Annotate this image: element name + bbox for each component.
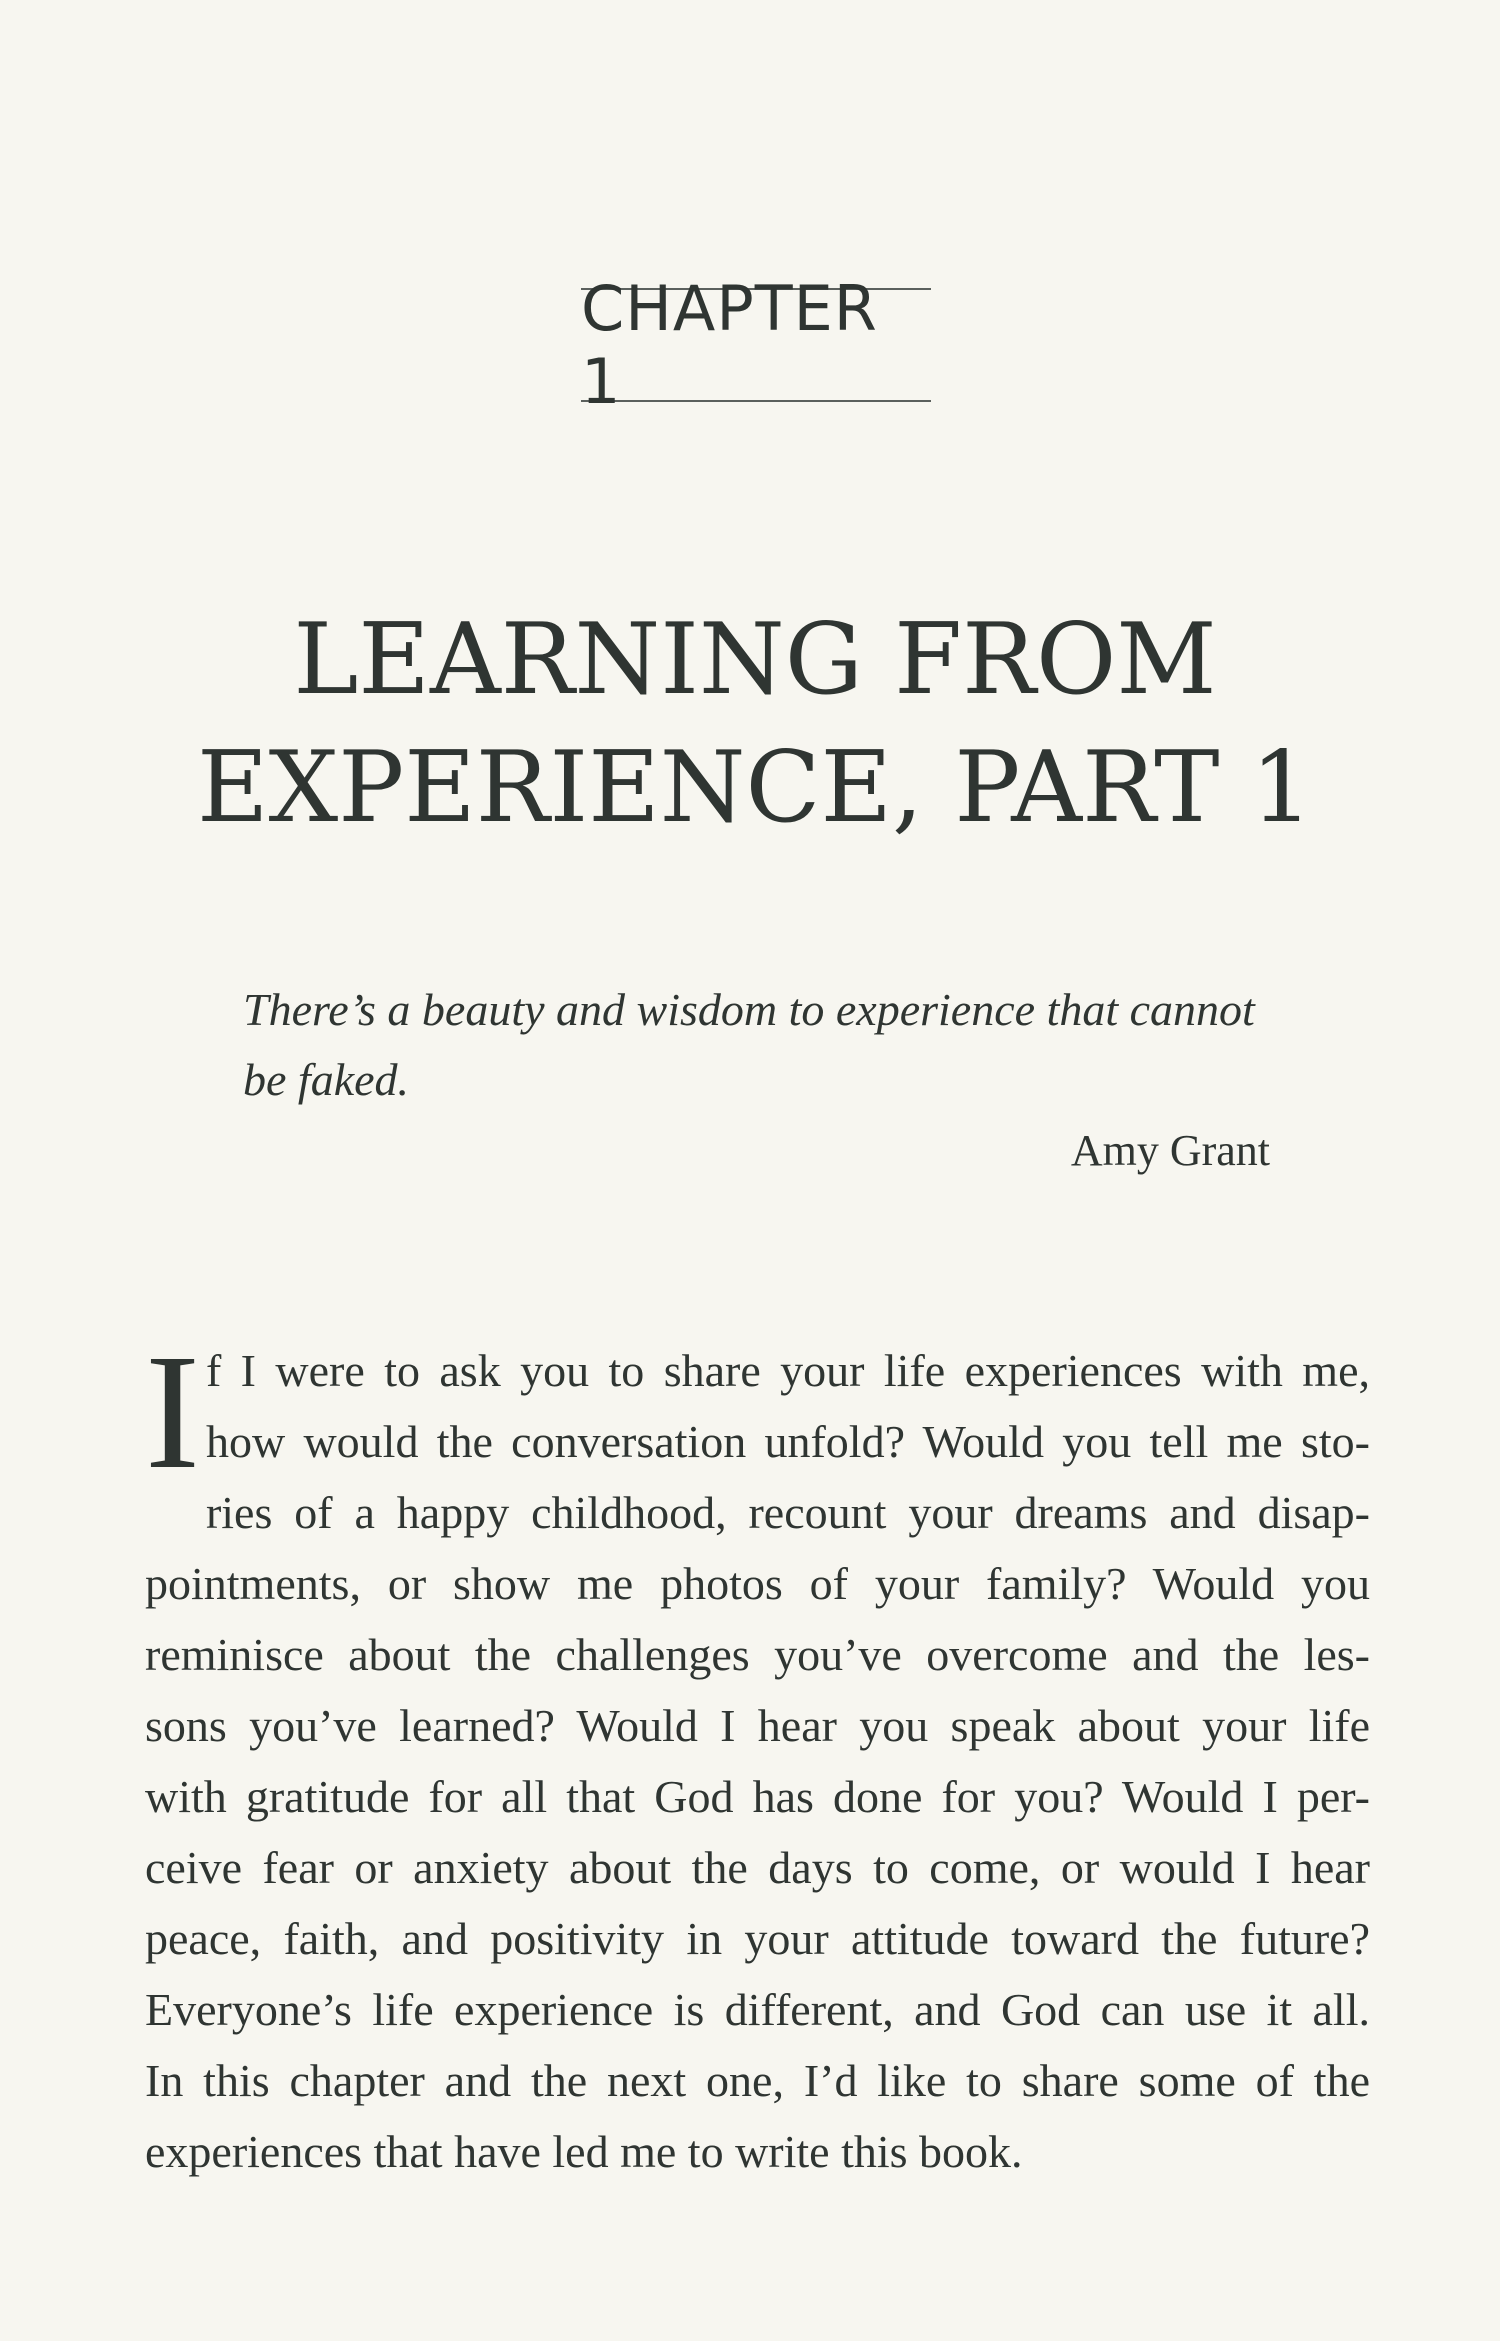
- body-line: Everyone’s life experience is different, and God can use it all.: [145, 1984, 1370, 2035]
- epigraph-line: be faked.: [243, 1054, 410, 1105]
- chapter-title: [100, 596, 1410, 852]
- body-line: pointments, or show me photos of your family? Would you: [145, 1558, 1370, 1609]
- epigraph-author: Amy Grant: [1070, 1126, 1270, 1175]
- chapter-title-line: EXPERIENCE, PART 1: [196, 731, 1314, 845]
- body-line: In this chapter and the next one, I’d like to share some of the: [145, 2055, 1370, 2106]
- epigraph-quote: [243, 975, 1283, 1115]
- body-paragraph: [145, 1320, 1370, 2187]
- body-line: sons you’ve learned? Would I hear you speak about your life: [145, 1700, 1370, 1751]
- chapter-title-line: LEARNING FROM: [293, 603, 1217, 717]
- body-line: reminisce about the challenges you’ve overcome and the les-: [145, 1629, 1370, 1680]
- epigraph-line: There’s a beauty and wisdom to experience that cannot: [243, 984, 1255, 1035]
- chapter-label: CHAPTER 1: [581, 288, 931, 402]
- body-line: how would the conversation unfold? Would you tell me sto-: [205, 1416, 1370, 1467]
- drop-cap: I: [145, 1320, 200, 1503]
- body-line: peace, faith, and positivity in your attitude toward the future?: [145, 1913, 1370, 1964]
- body-line: with gratitude for all that God has done for you? Would I per-: [145, 1771, 1370, 1822]
- body-line: f I were to ask you to share your life experiences with me,: [205, 1345, 1370, 1396]
- body-line: ceive fear or anxiety about the days to come, or would I hear: [145, 1842, 1370, 1893]
- body-line: experiences that have led me to write this book.: [145, 2126, 1023, 2177]
- body-line: ries of a happy childhood, recount your dreams and disap-: [205, 1487, 1370, 1538]
